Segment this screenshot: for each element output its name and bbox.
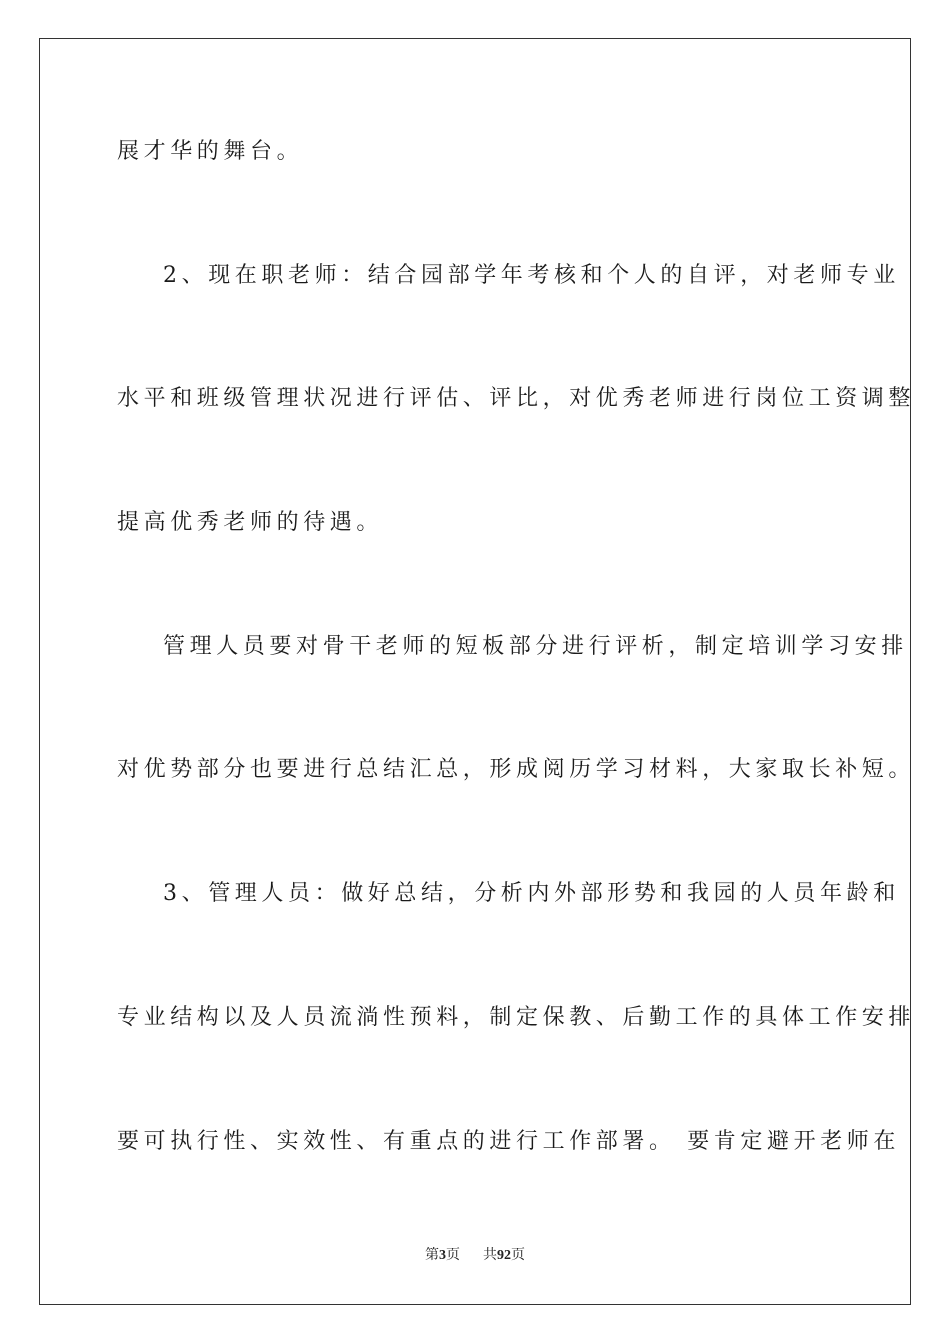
- page-border: [39, 38, 916, 1305]
- paragraph-line: 专业结构以及人员流淌性预料，制定保教、后勤工作的具体工作安排: [117, 1005, 916, 1030]
- paragraph-line: 3、管理人员：做好总结，分析内外部形势和我园的人员年龄和: [163, 881, 900, 906]
- total-suffix: 页: [510, 1247, 525, 1263]
- paragraph-line: 管理人员要对骨干老师的短板部分进行评析，制定培训学习安排: [163, 634, 908, 659]
- page-prefix: 第: [425, 1247, 440, 1263]
- page-footer: [0, 1246, 950, 1265]
- total-pages: 92: [496, 1248, 511, 1263]
- paragraph-line: 提高优秀老师的待遇。: [117, 510, 384, 535]
- paragraph-line: 要可执行性、实效性、有重点的进行工作部署。 要肯定避开老师在: [117, 1129, 900, 1154]
- total-prefix: 共: [482, 1247, 497, 1263]
- paragraph-line: 展才华的舞台。: [117, 139, 304, 164]
- page-suffix: 页: [446, 1247, 461, 1263]
- page-number: 3: [439, 1248, 447, 1263]
- paragraph-line: 2、现在职老师：结合园部学年考核和个人的自评，对老师专业: [163, 263, 900, 288]
- paragraph-line: 水平和班级管理状况进行评估、评比，对优秀老师进行岗位工资调整: [117, 386, 916, 411]
- paragraph-line: 对优势部分也要进行总结汇总，形成阅历学习材料，大家取长补短。: [117, 757, 916, 782]
